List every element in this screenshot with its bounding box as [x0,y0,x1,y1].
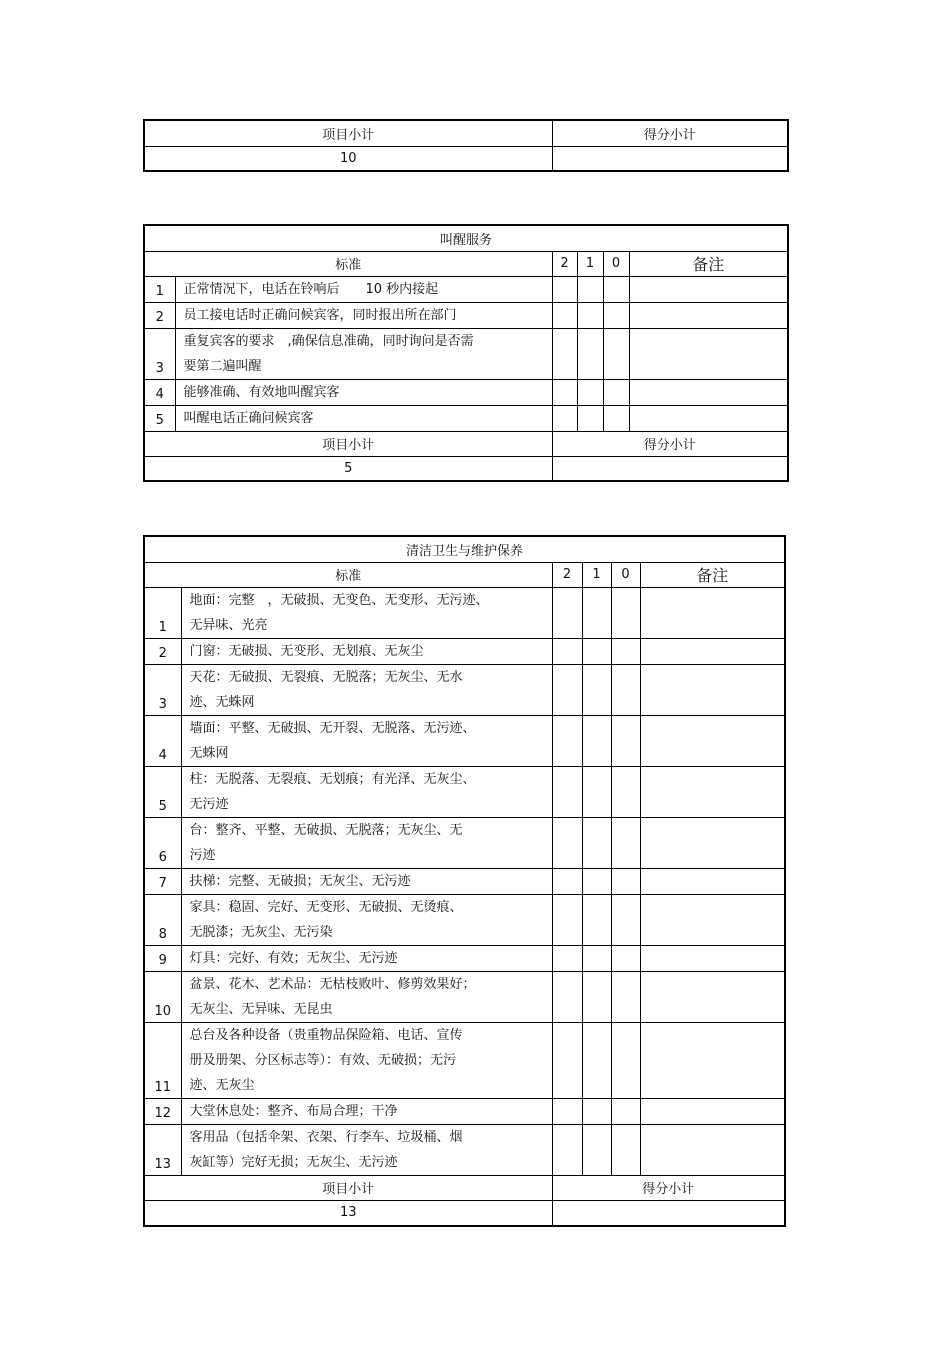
row-number: 5 [144,405,175,431]
subtotal-table-1 [143,119,789,172]
criteria-row [144,817,785,868]
score-0-cell[interactable] [603,405,629,431]
remark-cell[interactable] [629,379,788,405]
remark-cell[interactable] [640,638,785,664]
subtotal-item-label: 项目小计 [144,431,552,456]
criteria-line: 员工接电话时正确问候宾客，同时报出所在部门 [183,307,457,323]
criteria-row [144,328,788,379]
subtotal-score-cell[interactable] [552,1200,785,1226]
criteria-row [144,638,785,664]
score-2-cell[interactable] [552,328,577,379]
score-2-cell[interactable] [552,379,577,405]
subtotal-item-count: 13 [144,1200,552,1226]
subtotal-score-label: 得分小计 [552,120,788,146]
criteria-row [144,587,785,638]
header-score-2: 2 [552,251,577,276]
score-1-cell[interactable] [577,379,603,405]
score-1-cell[interactable] [582,638,611,664]
score-2-cell[interactable] [552,894,582,945]
criteria-line: 地面：完整 ，无破损、无变色、无变形、无污迹、 [189,592,489,608]
criteria-line: 无脱漆；无灰尘、无污染 [189,924,333,940]
header-standard: 标准 [144,562,552,587]
criteria-line: 正常情况下，电话在铃响后 10 秒内接起 [183,281,439,297]
score-2-cell[interactable] [552,817,582,868]
criteria-line: 无灰尘、无异味、无昆虫 [189,1001,333,1017]
criteria-row [144,1124,785,1175]
score-0-cell[interactable] [603,302,629,328]
criteria-line: 总台及各种设备（贵重物品保险箱、电话、宣传 [189,1027,463,1043]
remark-cell[interactable] [629,405,788,431]
criteria-line: 无蛛网 [189,745,229,761]
criteria-text [175,302,552,328]
criteria-text [181,766,552,817]
criteria-text [181,971,552,1022]
row-number: 10 [144,971,181,1022]
score-0-cell[interactable] [611,587,640,638]
criteria-row [144,276,788,302]
score-0-cell[interactable] [611,638,640,664]
row-number: 8 [144,894,181,945]
criteria-line: 无污迹 [189,796,229,812]
criteria-text [175,276,552,302]
criteria-text [181,664,552,715]
criteria-line: 册及册架、分区标志等）：有效、无破损；无污 [189,1052,457,1068]
subtotal-score-label: 得分小计 [552,431,788,456]
score-1-cell[interactable] [577,405,603,431]
criteria-text [181,638,552,664]
criteria-row [144,894,785,945]
criteria-text [181,1022,552,1098]
header-remark: 备注 [640,562,785,587]
score-2-cell[interactable] [552,276,577,302]
score-2-cell[interactable] [552,587,582,638]
row-number: 2 [144,638,181,664]
score-0-cell[interactable] [611,868,640,894]
section-title: 清洁卫生与维护保养 [144,536,785,562]
row-number: 4 [144,715,181,766]
score-1-cell[interactable] [582,715,611,766]
criteria-row [144,868,785,894]
header-score-1: 1 [577,251,603,276]
criteria-line: 迹、无灰尘 [189,1077,255,1093]
score-1-cell[interactable] [582,1098,611,1124]
score-1-cell[interactable] [577,302,603,328]
criteria-line: 柱：无脱落、无裂痕、无划痕；有光泽、无灰尘、 [189,771,476,787]
subtotal-score-cell[interactable] [552,146,788,171]
criteria-line: 大堂休息处：整齐、布局合理；干净 [189,1103,398,1119]
score-0-cell[interactable] [611,894,640,945]
criteria-row [144,664,785,715]
criteria-line: 扶梯：完整、无破损；无灰尘、无污迹 [189,873,411,889]
row-number: 6 [144,817,181,868]
remark-cell[interactable] [640,945,785,971]
criteria-text [181,817,552,868]
criteria-text [175,405,552,431]
score-2-cell[interactable] [552,945,582,971]
criteria-line: 灰缸等）完好无损；无灰尘、无污迹 [189,1154,398,1170]
score-1-cell[interactable] [582,945,611,971]
remark-cell[interactable] [640,587,785,638]
remark-cell[interactable] [640,715,785,766]
subtotal-item-count: 10 [144,146,552,171]
criteria-line: 迹、无蛛网 [189,694,255,710]
score-1-cell[interactable] [582,868,611,894]
remark-cell[interactable] [640,817,785,868]
section-title: 叫醒服务 [144,225,788,251]
criteria-row [144,405,788,431]
row-number: 5 [144,766,181,817]
row-number: 1 [144,276,175,302]
header-score-0: 0 [603,251,629,276]
criteria-row [144,1022,785,1098]
score-0-cell[interactable] [611,817,640,868]
subtotal-score-cell[interactable] [552,456,788,481]
score-1-cell[interactable] [582,971,611,1022]
criteria-row [144,715,785,766]
criteria-text [181,945,552,971]
score-2-cell[interactable] [552,405,577,431]
score-0-cell[interactable] [603,379,629,405]
row-number: 7 [144,868,181,894]
remark-cell[interactable] [640,1124,785,1175]
criteria-row [144,1098,785,1124]
criteria-text [175,328,552,379]
criteria-line: 无异味、光亮 [189,617,268,633]
score-0-cell[interactable] [611,766,640,817]
score-2-cell[interactable] [552,971,582,1022]
score-2-cell[interactable] [552,1124,582,1175]
criteria-text [181,715,552,766]
score-0-cell[interactable] [611,971,640,1022]
criteria-line: 台：整齐、平整、无破损、无脱落；无灰尘、无 [189,822,463,838]
score-2-cell[interactable] [552,868,582,894]
score-1-cell[interactable] [582,1022,611,1098]
criteria-row [144,766,785,817]
score-1-cell[interactable] [582,587,611,638]
criteria-text [181,868,552,894]
row-number: 1 [144,587,181,638]
row-number: 13 [144,1124,181,1175]
wakeup-rows [144,276,788,431]
criteria-line: 要第二遍叫醒 [183,358,262,374]
score-0-cell[interactable] [611,1098,640,1124]
row-number: 12 [144,1098,181,1124]
criteria-line: 客用品（包括伞架、衣架、行李车、垃圾桶、烟 [189,1129,463,1145]
cleaning-maintenance-table [143,535,786,1227]
subtotal-item-label: 项目小计 [144,120,552,146]
remark-cell[interactable] [629,302,788,328]
criteria-row [144,379,788,405]
score-1-cell[interactable] [577,328,603,379]
score-2-cell[interactable] [552,664,582,715]
criteria-line: 盆景、花木、艺术品：无枯枝败叶、修剪效果好； [189,976,476,992]
criteria-line: 灯具：完好、有效；无灰尘、无污迹 [189,950,398,966]
score-1-cell[interactable] [582,664,611,715]
criteria-text [181,1098,552,1124]
header-score-2: 2 [552,562,582,587]
criteria-line: 叫醒电话正确问候宾客 [183,410,314,426]
criteria-line: 天花：无破损、无裂痕、无脱落；无灰尘、无水 [189,669,463,685]
remark-cell[interactable] [640,664,785,715]
criteria-line: 门窗：无破损、无变形、无划痕、无灰尘 [189,643,424,659]
header-score-0: 0 [611,562,640,587]
score-0-cell[interactable] [611,945,640,971]
row-number: 3 [144,664,181,715]
score-0-cell[interactable] [611,1022,640,1098]
header-remark: 备注 [629,251,788,276]
row-number: 11 [144,1022,181,1098]
subtotal-item-count: 5 [144,456,552,481]
score-1-cell[interactable] [577,276,603,302]
row-number: 4 [144,379,175,405]
criteria-row [144,971,785,1022]
cleaning-rows [144,587,785,1175]
remark-cell[interactable] [640,766,785,817]
row-number: 2 [144,302,175,328]
remark-cell[interactable] [640,1098,785,1124]
remark-cell[interactable] [640,868,785,894]
score-2-cell[interactable] [552,1022,582,1098]
criteria-line: 污迹 [189,847,216,863]
criteria-text [175,379,552,405]
score-1-cell[interactable] [582,894,611,945]
criteria-text [181,1124,552,1175]
score-0-cell[interactable] [603,276,629,302]
score-1-cell[interactable] [582,1124,611,1175]
row-number: 3 [144,328,175,379]
criteria-line: 能够准确、有效地叫醒宾客 [183,384,340,400]
row-number: 9 [144,945,181,971]
header-score-1: 1 [582,562,611,587]
score-2-cell[interactable] [552,715,582,766]
score-2-cell[interactable] [552,766,582,817]
criteria-row [144,302,788,328]
remark-cell[interactable] [629,276,788,302]
score-0-cell[interactable] [603,328,629,379]
score-0-cell[interactable] [611,664,640,715]
remark-cell[interactable] [640,894,785,945]
wakeup-service-table [143,224,789,482]
header-standard: 标准 [144,251,552,276]
score-2-cell[interactable] [552,302,577,328]
subtotal-item-label: 项目小计 [144,1175,552,1200]
criteria-row [144,945,785,971]
criteria-line: 重复宾客的要求 ,确保信息准确，同时询问是否需 [183,333,474,349]
remark-cell[interactable] [640,971,785,1022]
score-1-cell[interactable] [582,766,611,817]
score-0-cell[interactable] [611,1124,640,1175]
remark-cell[interactable] [640,1022,785,1098]
score-2-cell[interactable] [552,638,582,664]
criteria-line: 家具：稳固、完好、无变形、无破损、无烫痕、 [189,899,463,915]
score-0-cell[interactable] [611,715,640,766]
score-1-cell[interactable] [582,817,611,868]
remark-cell[interactable] [629,328,788,379]
score-2-cell[interactable] [552,1098,582,1124]
criteria-line: 墙面：平整、无破损、无开裂、无脱落、无污迹、 [189,720,476,736]
subtotal-score-label: 得分小计 [552,1175,785,1200]
criteria-text [181,587,552,638]
criteria-text [181,894,552,945]
